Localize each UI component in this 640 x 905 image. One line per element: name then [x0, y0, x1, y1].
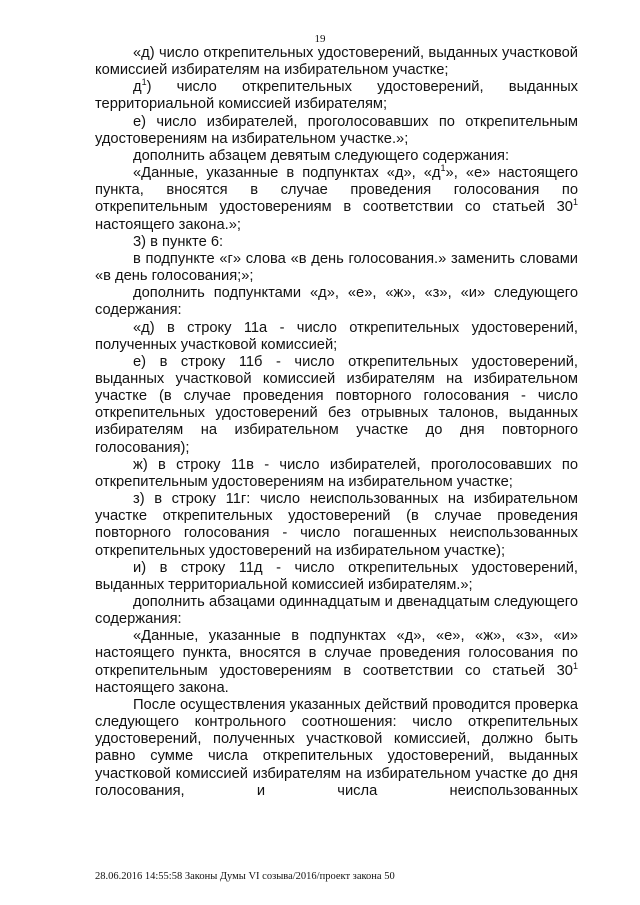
- paragraph: дополнить абзацами одиннадцатым и двенадцатым следующего содержания:: [95, 594, 578, 628]
- paragraph: дополнить подпунктами «д», «е», «ж», «з», «и» следующего содержания:: [95, 285, 578, 319]
- page-number: 19: [314, 33, 326, 45]
- paragraph: з) в строку 11г: число неиспользованных на избирательном участке открепительных удостоверений (в случае проведения повторного голосования - число погашенных неиспользованных открепительных удостоверений на избирательном участке);: [95, 491, 578, 559]
- paragraph: в подпункте «г» слова «в день голосования.» заменить словами «в день голосования;»;: [95, 250, 578, 285]
- paragraph: дополнить абзацем девятым следующего содержания:: [133, 147, 510, 164]
- paragraph: 3) в пункте 6:: [133, 233, 224, 250]
- paragraph: После осуществления указанных действий проводится проверка следующего контрольного соотношения: число открепительных удостоверений, полученных участковой комиссией, должно быть равно сумме числа открепительных удостоверений, выданных участковой комиссией избирателям на избирательном участке до дня голосования, и числа неиспользованных: [95, 696, 578, 799]
- paragraph: «д) в строку 11а - число открепительных удостоверений, полученных участковой комиссией;: [95, 319, 578, 353]
- paragraph: «Данные, указанные в подпунктах «д», «е», «ж», «з», «и» настоящего пункта, вносятся в случае проведения голосования по открепительным удостоверениям в соответствии со статьей $30^1$ настоящего закона.: [95, 628, 578, 696]
- document-body: [95, 45, 578, 800]
- paragraph: ж) в строку 11в - число избирателей, проголосовавших по открепительным удостоверениям на избирательном участке;: [95, 456, 578, 490]
- paragraph: е) в строку 11б - число открепительных удостоверений, выданных участковой комиссией избирателям на избирательном участке (в случае проведения повторного голосования - число открепительных удостоверений без отрывных талонов, выданных избирателям на избирательном участке до дня повторного голосования);: [95, 353, 578, 456]
- paragraph: «Данные, указанные в подпунктах «д», «$д^1$», «е» настоящего пункта, вносятся в случае проведения голосования по открепительным удостоверениям в соответствии со статьей $30^1$ настоящего закона.»;: [95, 163, 578, 233]
- paragraph: е) число избирателей, проголосовавших по открепительным удостоверениям на избирательном участке.»;: [95, 113, 578, 147]
- paragraph: «д) число открепительных удостоверений, выданных участковой комиссией избирателям на избирательном участке;: [95, 45, 578, 79]
- paragraph: и) в строку 11д - число открепительных удостоверений, выданных территориальной комиссией избирателям.»;: [95, 559, 578, 593]
- footer: 28.06.2016 14:55:58 Законы Думы VI созыва/2016/проект закона 50: [95, 871, 395, 882]
- paragraph: $д^1$) число открепительных удостоверений, выданных территориальной комиссией избирателям;: [95, 77, 578, 113]
